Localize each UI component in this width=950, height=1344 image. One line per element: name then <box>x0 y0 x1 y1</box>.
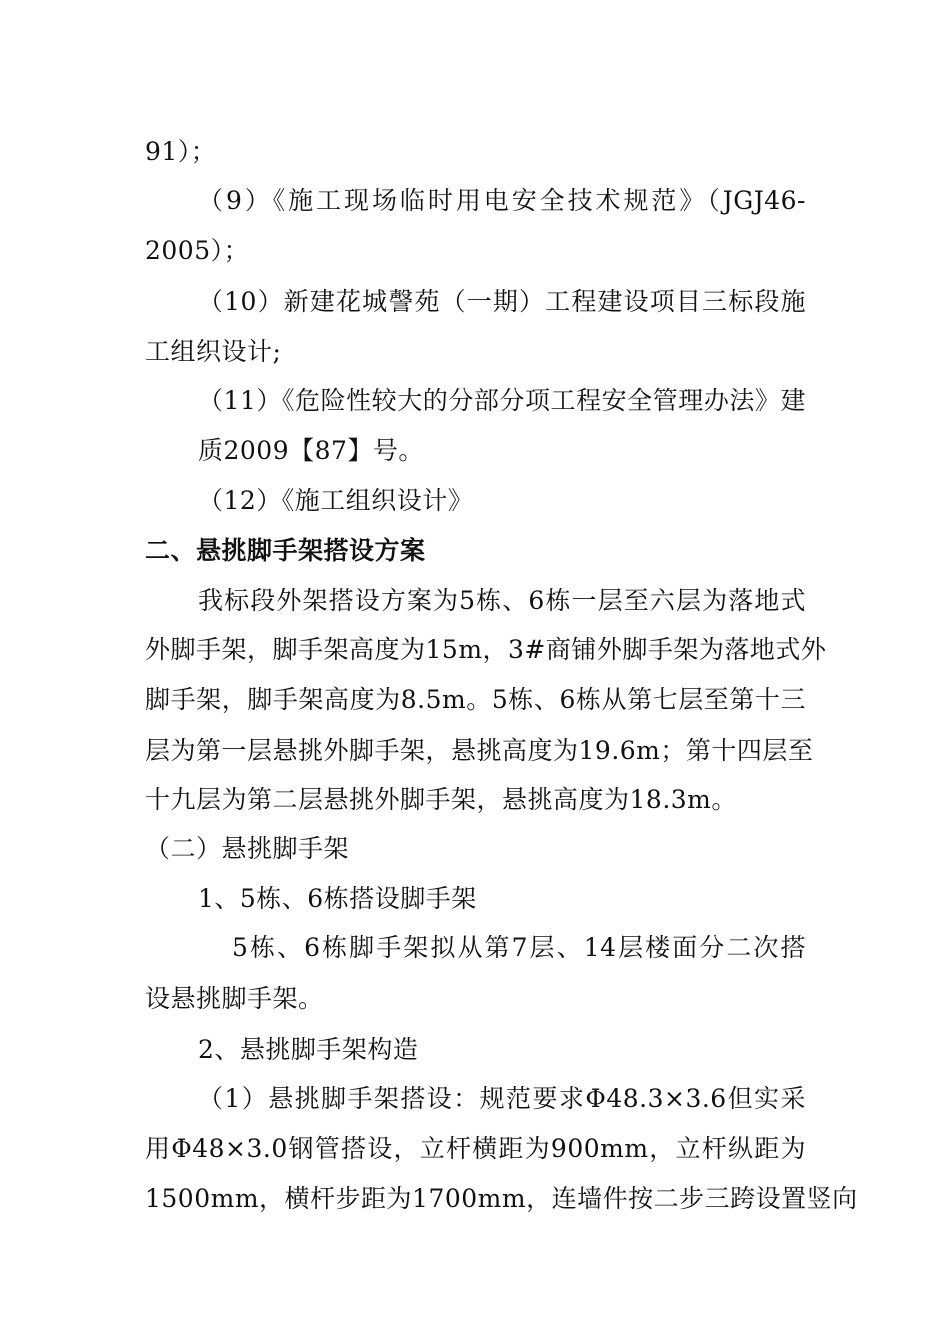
subsection-heading: （二）悬挑脚手架 <box>145 834 350 863</box>
text-line: （9）《施工现场临时用电安全技术规范》（JGJ46- <box>198 186 806 215</box>
text-line: （11）《危险性较大的分部分项工程安全管理办法》建 <box>198 386 806 415</box>
text-line: 我标段外架搭设方案为5栋、6栋一层至六层为落地式 <box>198 586 806 615</box>
text-line: 十九层为第二层悬挑外脚手架，悬挑高度为18.3m。 <box>145 785 737 814</box>
text-line: 外脚手架，脚手架高度为15m，3#商铺外脚手架为落地式外 <box>145 635 827 664</box>
text-line: 2005）； <box>145 236 250 265</box>
text-line: 工组织设计; <box>145 337 282 366</box>
text-line: 质2009【87】号。 <box>198 436 424 465</box>
text-line: （1）悬挑脚手架搭设：规范要求Φ48.3×3.6但实采 <box>198 1084 806 1113</box>
text-line: 层为第一层悬挑外脚手架，悬挑高度为19.6m；第十四层至 <box>145 736 814 765</box>
text-line: （10）新建花城謦苑（一期）工程建设项目三标段施 <box>198 287 806 316</box>
text-line: 5栋、6栋脚手架拟从第7层、14层楼面分二次搭 <box>232 933 806 962</box>
text-line: 1500mm，横杆步距为1700mm，连墙件按二步三跨设置竖向 <box>145 1184 858 1213</box>
text-line: 脚手架，脚手架高度为8.5m。5栋、6栋从第七层至第十三 <box>145 685 806 714</box>
text-line: 用Φ48×3.0钢管搭设，立杆横距为900mm，立杆纵距为 <box>145 1134 806 1163</box>
text-line: 91）； <box>145 137 217 166</box>
text-line: 1、5栋、6栋搭设脚手架 <box>198 884 477 913</box>
section-heading: 二、悬挑脚手架搭设方案 <box>145 536 426 565</box>
text-line: 2、悬挑脚手架构造 <box>198 1035 419 1064</box>
text-line: 设悬挑脚手架。 <box>145 984 324 1013</box>
text-line: （12）《施工组织设计》 <box>198 486 474 515</box>
